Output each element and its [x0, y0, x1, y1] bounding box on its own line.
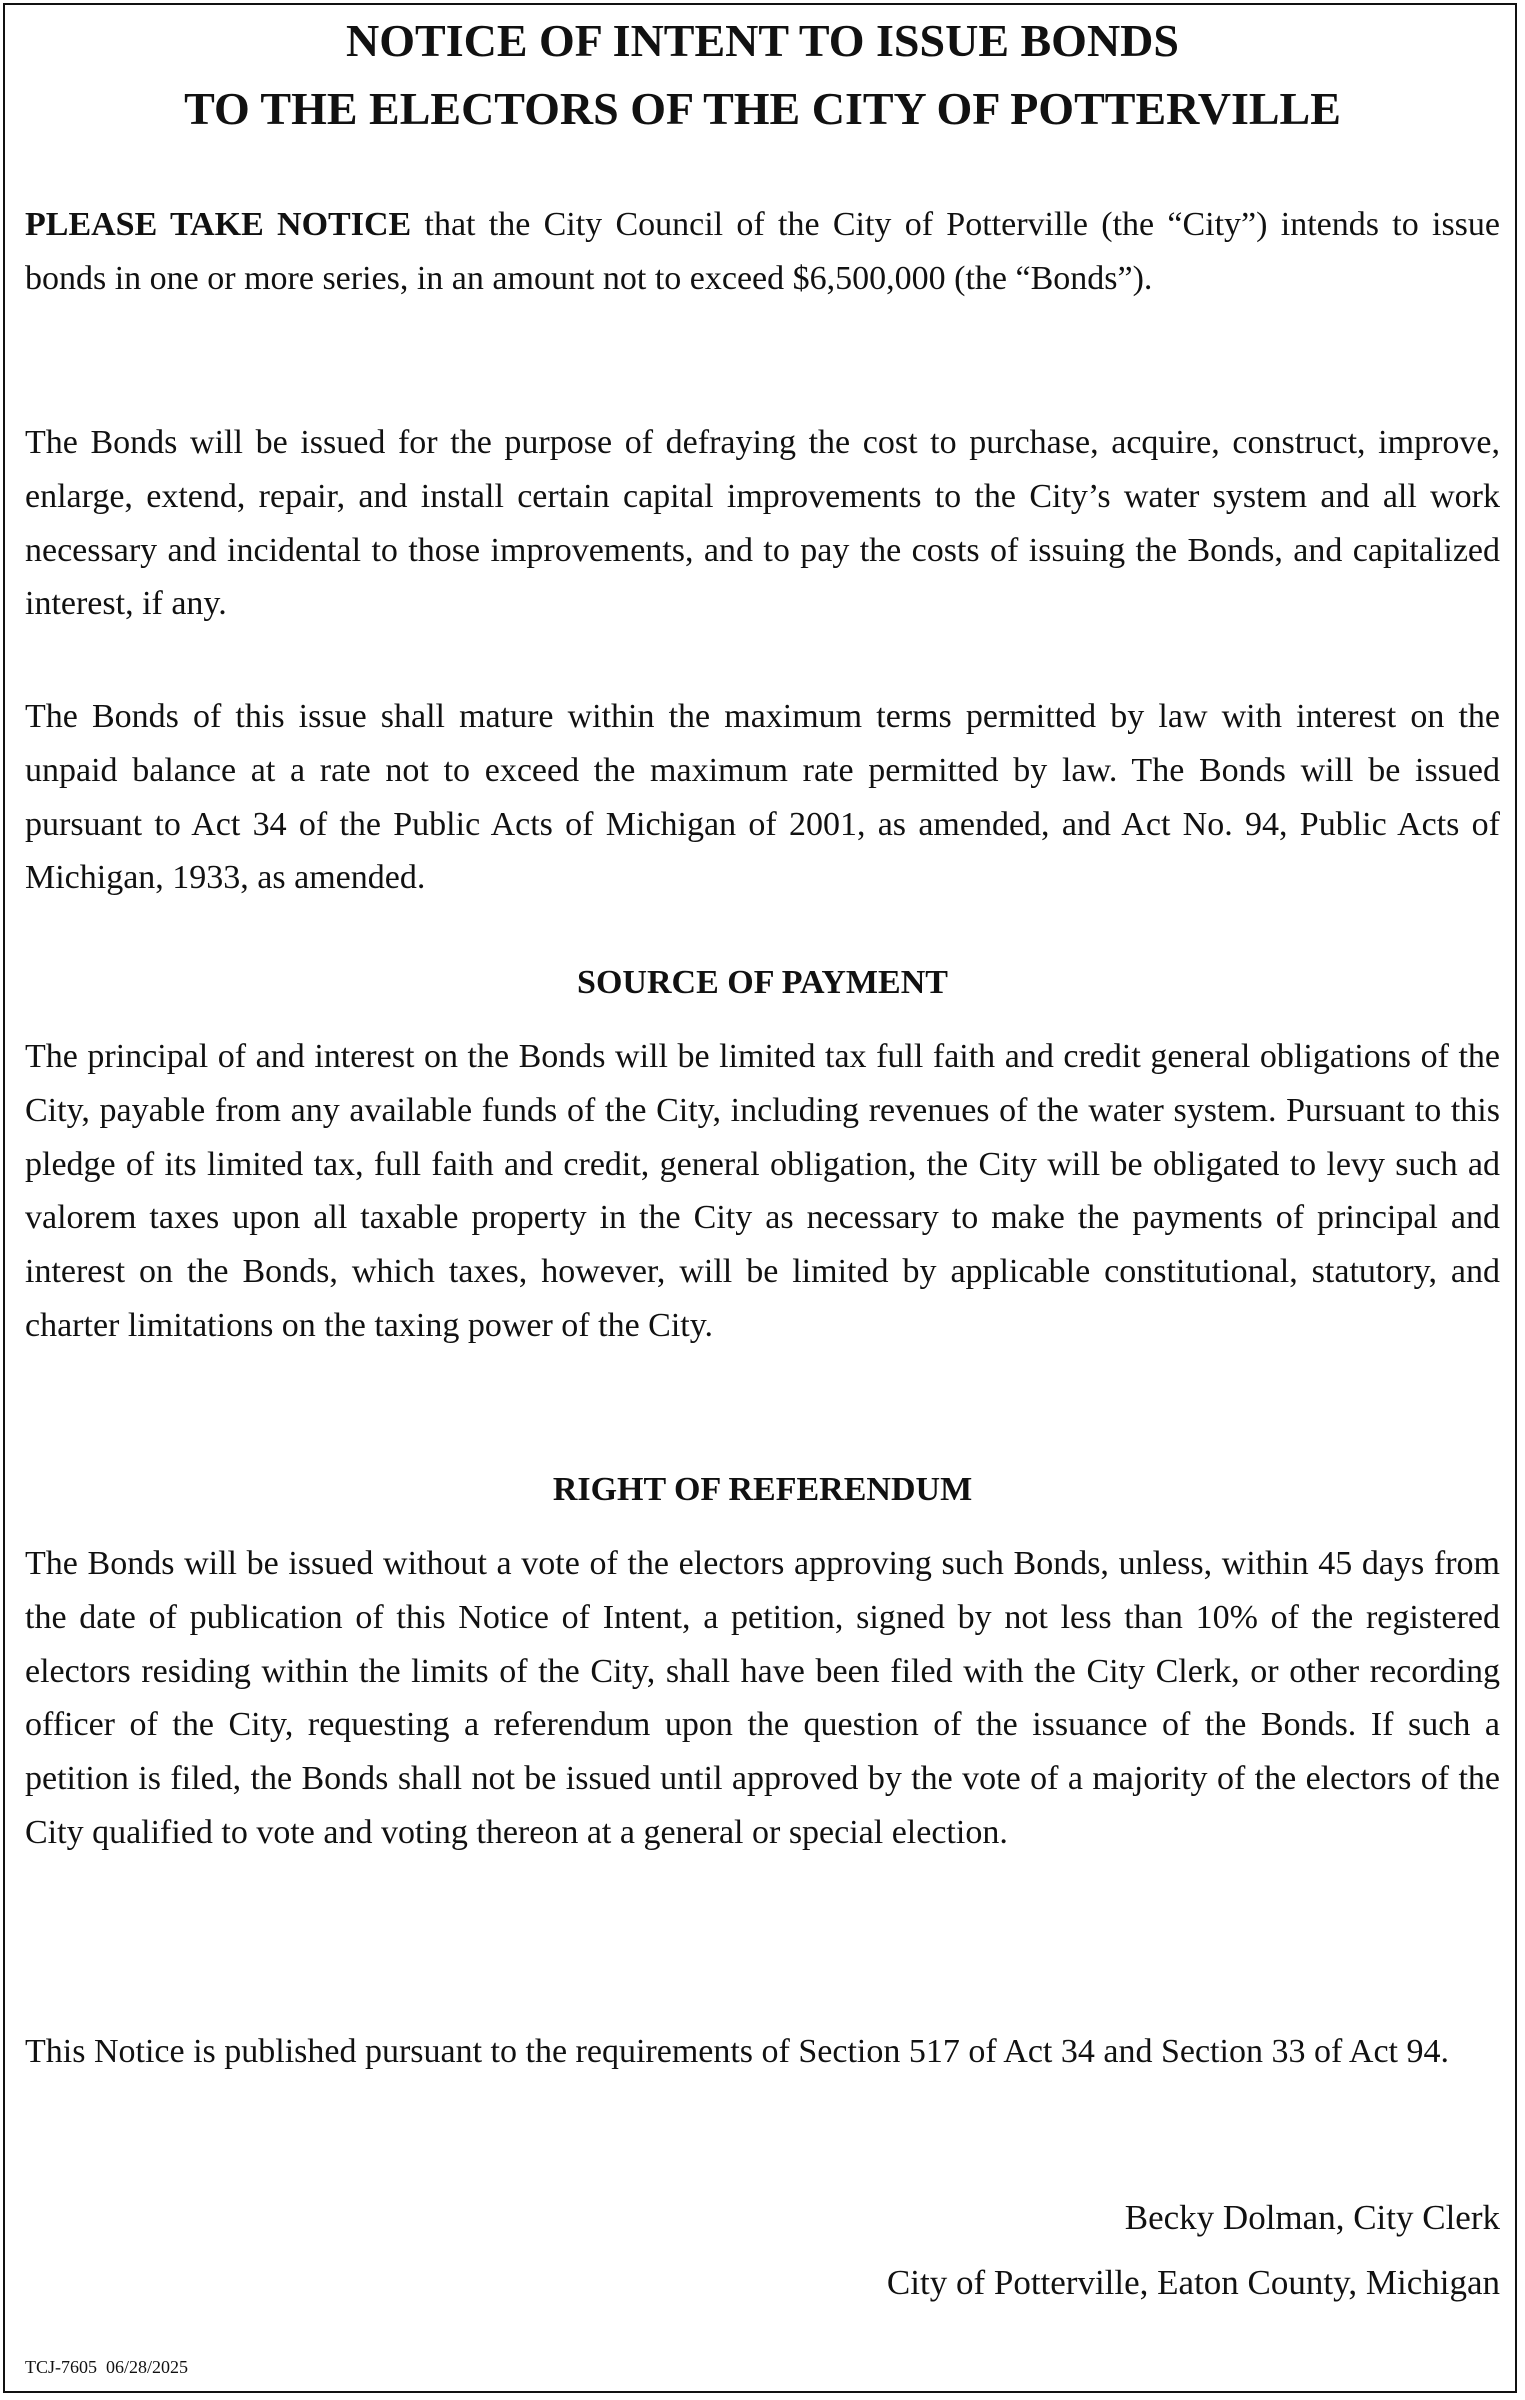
referendum-paragraph: The Bonds will be issued without a vote of the electors approving such Bonds, unless, within 45 days from the date of publication of this Notice of Intent, a petition, signed by not less than 10% of the registered electors residing within the limits of the City, shall have been filed with the City Clerk, or other recording officer of the City, requesting a referendum upon the question of the issuance of the Bonds. If such a petition is filed, the Bonds shall not be issued until approved by the vote of a majority of the electors of the City qualified to vote and voting thereon at a general or special election. [25, 1545, 1500, 1851]
notice-title-line2: TO THE ELECTORS OF THE CITY OF POTTERVILLE [184, 83, 1341, 134]
intro-paragraph [25, 198, 1500, 306]
purpose-paragraph: The Bonds will be issued for the purpose of defraying the cost to purchase, acquire, construct, improve, enlarge, extend, repair, and install certain capital improvements to the City’s water system and all work necessary and incidental to those improvements, and to pay the costs of issuing the Bonds, and capitalized interest, if any. [25, 424, 1500, 623]
publication-paragraph: This Notice is published pursuant to the requirements of Section 517 of Act 34 and Section 33 of Act 94. [25, 2033, 1449, 2070]
payment-paragraph: The principal of and interest on the Bonds will be limited tax full faith and credit general obligations of the City, payable from any available funds of the City, including revenues of the water system. Pursuant to this pledge of its limited tax, full faith and credit, general obligation, the City will be obligated to levy such ad valorem taxes upon all taxable property in the City as necessary to make the payments of principal and interest on the Bonds, which taxes, however, will be limited by applicable constitutional, statutory, and charter limitations on the taxing power of the City. [25, 1038, 1500, 1344]
intro-lead: PLEASE TAKE NOTICE [25, 206, 412, 243]
intro-text: that the City Council of the City of Potterville (the “City”) intends to issue bonds in one or more series, in an amount not to exceed $6,500,000 (the “Bonds”). [25, 206, 1500, 297]
notice-title-line1: NOTICE OF INTENT TO ISSUE BONDS [346, 15, 1179, 66]
maturity-paragraph: The Bonds of this issue shall mature within the maximum terms permitted by law with interest on the unpaid balance at a rate not to exceed the maximum rate permitted by law. The Bonds will be issued pursuant to Act 34 of the Public Acts of Michigan of 2001, as amended, and Act No. 94, Public Acts of Michigan, 1933, as amended. [25, 698, 1500, 897]
signer-name: Becky Dolman, City Clerk [1124, 2198, 1500, 2237]
signer-organization: City of Potterville, Eaton County, Michigan [886, 2263, 1500, 2302]
source-of-payment-heading: SOURCE OF PAYMENT [577, 964, 948, 1001]
publication-code: TCJ-7605 06/28/2025 [25, 2357, 189, 2377]
right-of-referendum-heading: RIGHT OF REFERENDUM [552, 1471, 973, 1508]
